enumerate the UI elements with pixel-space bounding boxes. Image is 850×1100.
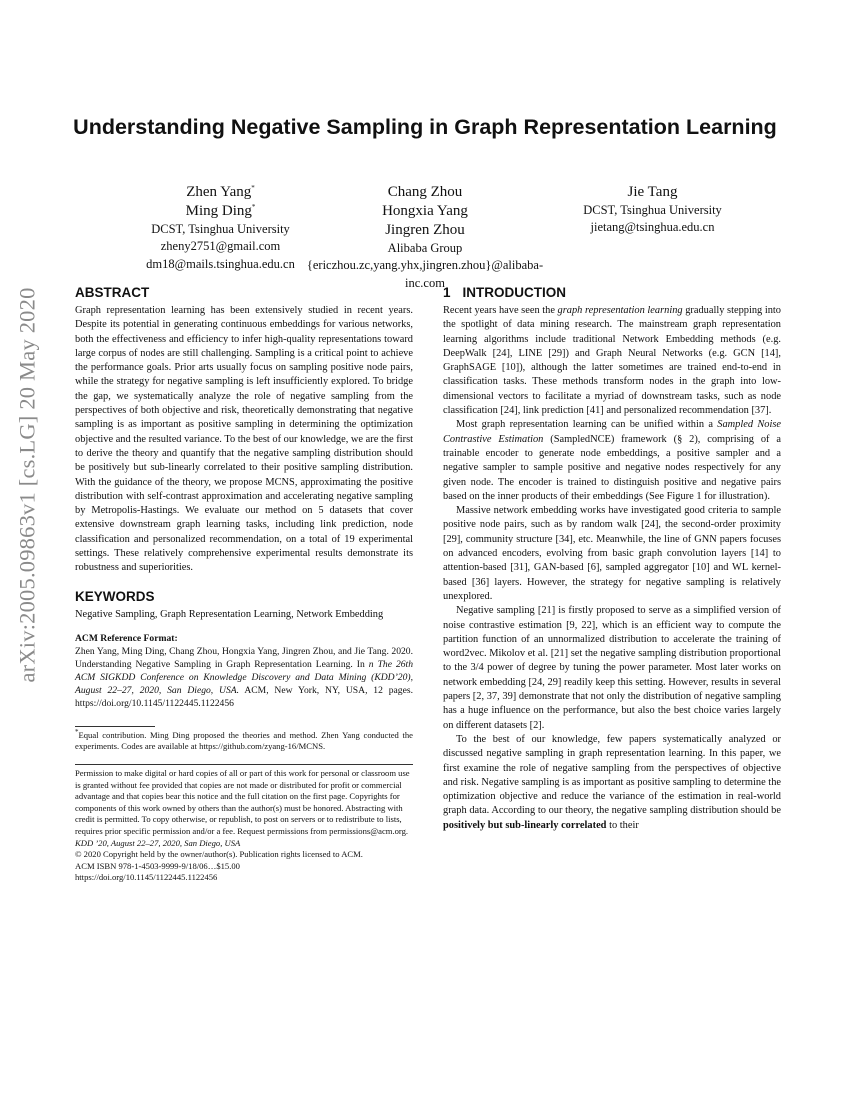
acm-reference-heading: ACM Reference Format:	[75, 632, 178, 644]
intro-paragraph-2: Most graph representation learning can be unified within a Sampled Noise Contrastive Estimation (SampledNCE) framework (§ 2), comprising of a trainable encoder to generate node embeddings, a positive sampler and a negative sampler to sample positive and negative nodes respectively for any given node. The encoder is trained to distinguish positive and negative pairs based on the inner products of their embeddings (See Figure 1 for illustration).	[443, 419, 781, 502]
permission-rule	[75, 764, 413, 765]
author-name: Ming Ding	[185, 203, 252, 219]
author-name: Chang Zhou	[387, 184, 463, 200]
equal-contribution-marker: *	[251, 184, 255, 192]
author-block-alibaba	[300, 183, 550, 292]
abstract-heading: ABSTRACT	[75, 285, 150, 300]
equal-contribution-marker: *	[251, 203, 256, 211]
conference-venue: KDD ’20, August 22–27, 2020, San Diego, USA	[75, 837, 241, 848]
author-email: jietang@tsinghua.edu.cn	[590, 220, 715, 234]
intro-paragraph-1: Recent years have seen the graph representation learning gradually stepping into the spotlight of data mining research. The mainstream graph representation learning algorithms include traditional Network Embedding methods (e.g. DeepWalk [24], LINE [29]) and Graph Neural Networks (e.g. GCN [14], GraphSAGE [10]), although the latter sometimes are trained end-to-end in classification tasks. These methods transform nodes in the graph into low-dimensional vectors to facilitate a myriad of downstream tasks, such as node classification [24], link prediction [41] and personalized recommendation [37].	[443, 305, 782, 417]
acm-reference-venue: n The 26th ACM SIGKDD Conference on Knowledge Discovery and Data Mining (KDD’20), August 22–27, 2020, San Diego, USA.	[75, 658, 413, 696]
keywords-text: Negative Sampling, Graph Representation Learning, Network Embedding	[75, 608, 384, 620]
paper-title: Understanding Negative Sampling in Graph Representation Learning	[73, 115, 777, 139]
author-email: dm18@mails.tsinghua.edu.cn	[146, 256, 295, 271]
author-affiliation: DCST, Tsinghua University	[151, 222, 290, 236]
keywords-heading: KEYWORDS	[75, 588, 155, 604]
author-email: {ericzhou.zc,yang.yhx,jingren.zhou}@alibaba-inc.com	[306, 258, 544, 290]
author-name: Jingren Zhou	[385, 222, 465, 238]
intro-paragraph-5: To the best of our knowledge, few papers systematically analyzed or discussed negative sampling in graph representation learning. In this paper, we first examine the role of negative sampling from the perspectives of objective and risk. Negative sampling is as important as positive sampling to determine the optimization objective and reduce the variance of the estimation in real-world graph data. According to our theory, the negative sampling distribution should be positively but sub-linearly correlated to their	[443, 733, 781, 831]
intro-paragraph-4: Negative sampling [21] is firstly proposed to serve as a simplified version of noise contrastive estimation [9, 22], which is an efficient way to compute the partition function of an unnormalized distribution to accelerate the training of word2vec. Mikolov et al. [21] set the negative sampling distribution proportional to the 3/4 power of degree by tuning the power parameter. Most later works on network embedding [24, 29] readily keep this setting. However, results in several papers [2, 37, 39] demonstrate that not only the distribution of negative sampling has a huge influence on the performance, but also the best choice varies largely on different datasets [2].	[443, 605, 781, 731]
isbn-line: ACM ISBN 978-1-4503-9999-9/18/06…$15.00	[75, 860, 240, 871]
copyright-notice: © 2020 Copyright held by the owner/author(s). Publication rights licensed to ACM.	[75, 849, 363, 860]
equal-contribution-footnote: *Equal contribution. Ming Ding proposed the theories and method. Zhen Yang conducted the experiments. Codes are available at https://github.com/zyang-16/MCNS.	[75, 728, 413, 752]
arxiv-id-text: arXiv:2005.09863v1 [cs.LG] 20 May 2020	[15, 287, 41, 683]
intro-paragraph-3: Massive network embedding works have investigated good criteria to sample positive node pairs, such as by random walk [24], the second-order proximity [29], community structure [34], etc. Meanwhile, the line of GNN papers focuses on advanced encoders, evolving from basic graph convolution layers [14] to attention-based [31], GAN-based [6], sampled aggregator [10] and WL kernel-based [36] layers. However, the strategy for negative sampling is relatively unexplored.	[443, 505, 781, 602]
author-affiliation: Alibaba Group	[387, 241, 463, 255]
author-name: Zhen Yang	[186, 184, 252, 200]
author-block-tang	[540, 183, 765, 237]
right-column	[443, 284, 781, 833]
introduction-heading: 1 INTRODUCTION	[443, 285, 567, 300]
permission-notice: Permission to make digital or hard copies of all or part of this work for personal or classroom use is granted without fee provided that copies are not made or distributed for profit or commercial advantage and that copies bear this notice and the full citation on the first page. Copyrights for components of this work owned by others than the author(s) must be honored. Abstracting with credit is permitted. To copy otherwise, or republish, to post on servers or to redistribute to lists, requires prior specific permission and/or a fee. Request permissions from permissions@acm.org.	[75, 767, 410, 836]
section-number: 1	[443, 285, 451, 300]
footnote-rule	[75, 726, 155, 727]
acm-reference-text: Zhen Yang, Ming Ding, Chang Zhou, Hongxia Yang, Jingren Zhou, and Jie Tang. 2020. Understanding Negative Sampling in Graph Representation Learning. In n The 26th ACM SIGKDD Conference on Knowledge Discovery and Data Mining (KDD’20), August 22–27, 2020, San Diego, USA. ACM, New York, NY, USA, 12 pages. https://doi.org/10.1145/1122445.1122456	[75, 645, 413, 709]
abstract-text: Graph representation learning has been extensively studied in recent years. Despite its potential in generating continuous embeddings for various networks, both the effectiveness and efficiency to infer high-quality representations toward large corpus of nodes are still challenging. Sampling is a critical point to achieve the performance goals. Prior arts usually focus on sampling positive node pairs, while the strategy for negative sampling is left insufficiently explored. To bridge the gap, we systematically analyze the role of negative sampling from the perspectives of both objective and risk, theoretically demonstrating that negative sampling is as important as positive sampling in determining the optimization objective and the resulted variance. To the best of our knowledge, we are the first to derive the theory and quantify that the negative sampling distribution should be positively but sub-linearly correlated to their positive sampling distribution. With the guidance of the theory, we propose MCNS, approximating the positive distribution with self-contrast approximation and accelerating negative sampling by Metropolis-Hastings. We evaluate our method on 5 datasets that cover extensive downstream graph learning tasks, including link prediction, node classification and personalized recommendation, on a total of 19 experimental settings. These relatively comprehensive experimental results demonstrate its robustness and superiorities.	[75, 305, 413, 574]
doi-line: https://doi.org/10.1145/1122445.1122456	[75, 872, 218, 883]
author-name: Jie Tang	[627, 184, 678, 200]
author-name: Hongxia Yang	[382, 203, 468, 219]
author-email: zheny2751@gmail.com	[160, 239, 281, 253]
left-column	[75, 284, 413, 884]
author-affiliation: DCST, Tsinghua University	[583, 203, 722, 217]
arxiv-identifier-stamp	[8, 285, 48, 685]
